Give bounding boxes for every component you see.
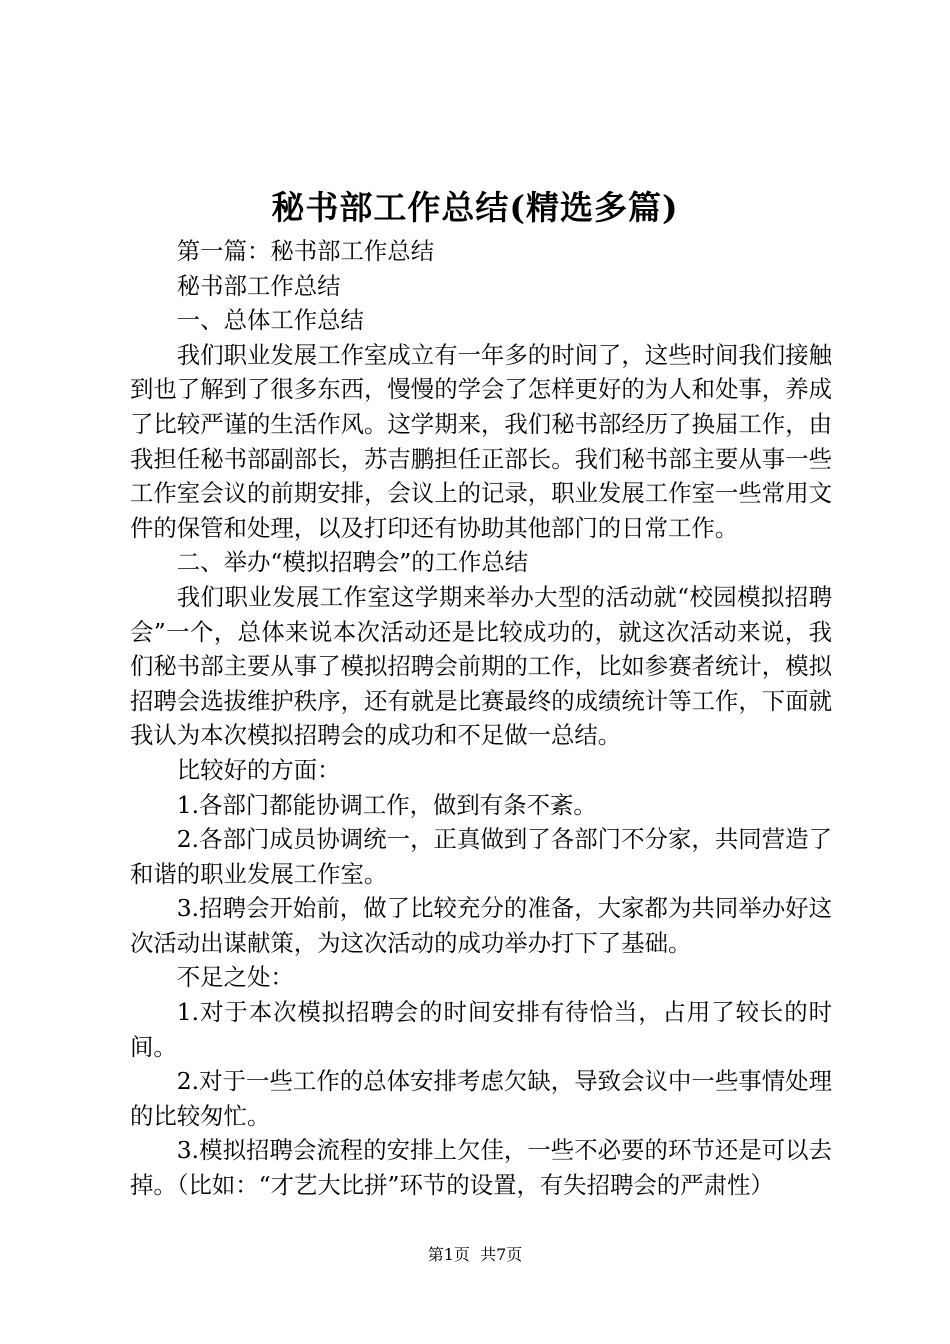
list-item: 1.各部门都能协调工作，做到有条不紊。 (176, 790, 597, 819)
document-title: 秘书部工作总结(精选多篇) (271, 188, 679, 227)
page-number: 第1页 (427, 1245, 470, 1264)
list-item: 3.招聘会开始前，做了比较充分的准备，大家都为共同举办好这次活动出谋献策，为这次活动的成功举办打下了基础。 (130, 894, 832, 957)
list-heading: 比较好的方面： (176, 755, 341, 784)
section-heading: 二、举办“模拟招聘会”的工作总结 (176, 548, 529, 577)
list-heading: 不足之处： (176, 963, 294, 992)
page-total: 共7页 (480, 1245, 523, 1264)
section-subtitle: 秘书部工作总结 (176, 271, 341, 300)
section-heading: 一、总体工作总结 (176, 306, 364, 335)
list-item: 2.对于一些工作的总体安排考虑欠缺，导致会议中一些事情处理的比较匆忙。 (130, 1067, 832, 1130)
body-paragraph: 我们职业发展工作室成立有一年多的时间了，这些时间我们接触到也了解到了很多东西，慢慢的学会了怎样更好的为人和处事，养成了比较严谨的生活作风。这学期来，我们秘书部经历了换届工作，由我担任秘书部副部长，苏吉鹏担任正部长。我们秘书部主要从事一些工作室会议的前期安排，会议上的记录，职业发展工作室一些常用文件的保管和处理，以及打印还有协助其他部门的日常工作。 (130, 340, 832, 542)
list-item: 1.对于本次模拟招聘会的时间安排有待恰当，占用了较长的时间。 (130, 998, 832, 1061)
document-body (130, 234, 832, 1203)
list-item: 3.模拟招聘会流程的安排上欠佳，一些不必要的环节还是可以去掉。（比如：“才艺大比拼”环节的设置，有失招聘会的严肃性） (130, 1136, 832, 1200)
page-footer (0, 1243, 950, 1267)
body-paragraph: 我们职业发展工作室这学期来举办大型的活动就“校园模拟招聘会”一个，总体来说本次活动还是比较成功的，就这次活动来说，我们秘书部主要从事了模拟招聘会前期的工作，比如参赛者统计，模拟招聘会选拔维护秩序，还有就是比赛最终的成绩统计等工作，下面就我认为本次模拟招聘会的成功和不足做一总结。 (130, 582, 832, 750)
list-item: 2.各部门成员协调统一，正真做到了各部门不分家，共同营造了和谐的职业发展工作室。 (130, 825, 832, 888)
section-heading: 第一篇：秘书部工作总结 (176, 237, 435, 265)
